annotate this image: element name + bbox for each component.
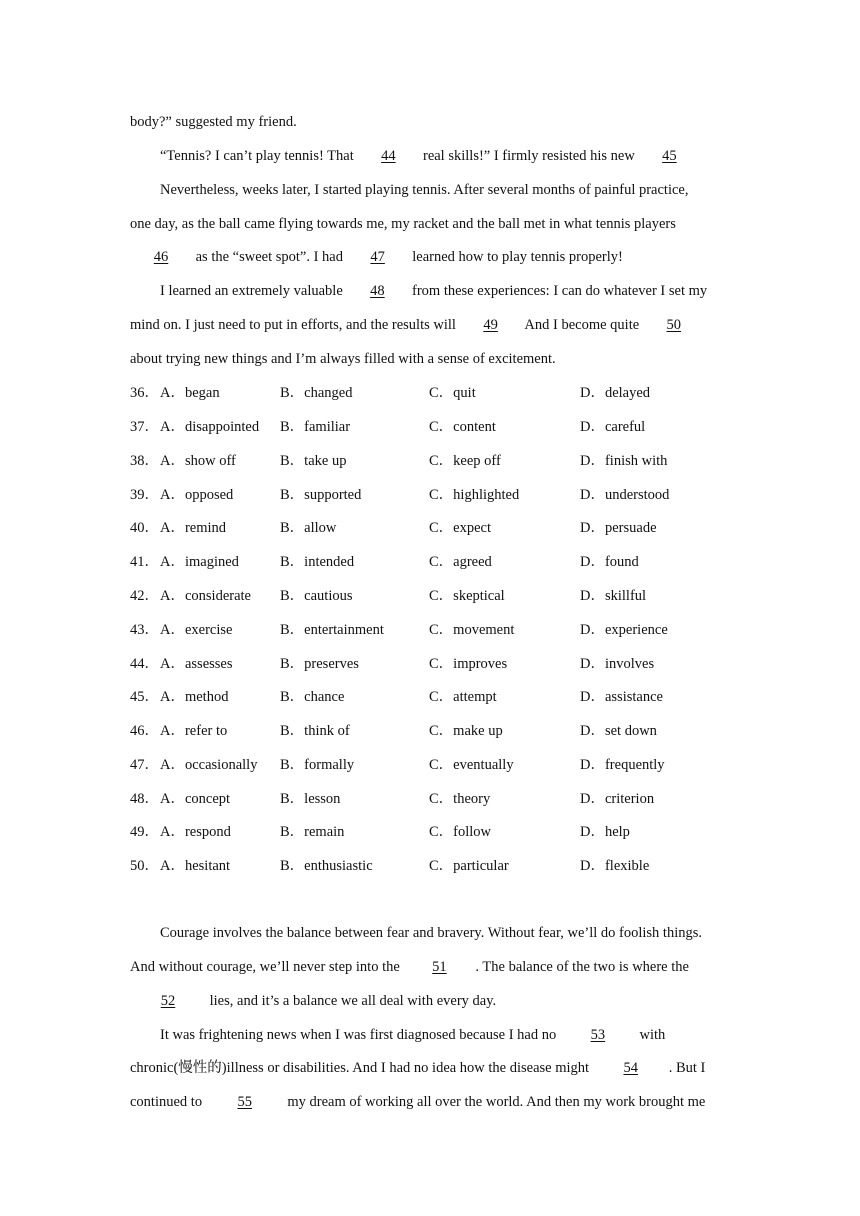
option-b[interactable]: B．preserves: [280, 656, 359, 672]
passage-text: “Tennis? I can’t play tennis! That: [160, 148, 358, 164]
passage-text: chronic(慢性的)illness or disabilities. And I had no idea how the disease might: [130, 1060, 593, 1076]
question-row: [130, 822, 730, 842]
passage-text: lies, and it’s a balance we all deal with every day.: [206, 993, 497, 1009]
option-b[interactable]: B．allow: [280, 520, 337, 536]
question-number: 40．: [130, 520, 159, 536]
option-a[interactable]: A．disappointed: [160, 419, 260, 435]
passage-text: And without courage, we’ll never step into the: [130, 959, 404, 975]
option-c[interactable]: C．agreed: [429, 554, 492, 570]
option-a[interactable]: A．method: [160, 689, 229, 705]
option-b[interactable]: B．formally: [280, 757, 355, 773]
passage1-line: [130, 214, 730, 234]
option-a[interactable]: A．remind: [160, 520, 227, 536]
question-row: [130, 485, 730, 505]
passage-text: one day, as the ball came flying towards me, my racket and the ball met in what tennis players: [130, 216, 676, 232]
passage1-line: [130, 349, 730, 369]
option-d[interactable]: D．understood: [580, 487, 670, 503]
option-d[interactable]: D．found: [580, 554, 639, 570]
blank-45[interactable]: 45: [662, 148, 677, 164]
passage-text: from these experiences: I can do whatever I set my: [408, 283, 708, 299]
passage2-line: [130, 1092, 730, 1112]
option-c[interactable]: C．skeptical: [429, 588, 505, 604]
option-a[interactable]: A．show off: [160, 453, 236, 469]
question-number: 46．: [130, 723, 159, 739]
blank-55[interactable]: 55: [237, 1094, 252, 1110]
passage-text: I learned an extremely valuable: [160, 283, 347, 299]
option-c[interactable]: C．particular: [429, 858, 509, 874]
option-a[interactable]: A．occasionally: [160, 757, 258, 773]
passage1-line: [160, 146, 730, 166]
option-d[interactable]: D．skillful: [580, 588, 647, 604]
option-d[interactable]: D．finish with: [580, 453, 668, 469]
question-number: 50．: [130, 858, 159, 874]
option-d[interactable]: D．assistance: [580, 689, 663, 705]
blank-51[interactable]: 51: [432, 959, 447, 975]
question-number: 38．: [130, 453, 159, 469]
passage-text: Nevertheless, weeks later, I started playing tennis. After several months of painful practice,: [160, 182, 689, 198]
passage2-line: [130, 957, 730, 977]
passage-text: learned how to play tennis properly!: [408, 249, 623, 265]
option-d[interactable]: D．careful: [580, 419, 646, 435]
question-number: 49．: [130, 824, 159, 840]
passage2-line: [130, 1058, 730, 1078]
option-a[interactable]: A．refer to: [160, 723, 228, 739]
question-row: [130, 654, 730, 674]
passage-text: . The balance of the two is where the: [475, 959, 689, 975]
option-c[interactable]: C．expect: [429, 520, 492, 536]
passage1-line: [160, 180, 730, 200]
option-a[interactable]: A．considerate: [160, 588, 251, 604]
question-number: 44．: [130, 656, 159, 672]
option-a[interactable]: A．hesitant: [160, 858, 231, 874]
option-d[interactable]: D．persuade: [580, 520, 657, 536]
option-b[interactable]: B．enthusiastic: [280, 858, 373, 874]
question-row: [130, 789, 730, 809]
passage-text: Courage involves the balance between fear and bravery. Without fear, we’ll do foolish things.: [160, 925, 703, 941]
question-row: [130, 451, 730, 471]
option-b[interactable]: B．familiar: [280, 419, 351, 435]
question-row: [130, 417, 730, 437]
passage-text: body?” suggested my friend.: [130, 114, 297, 130]
question-number: 43．: [130, 622, 159, 638]
blank-52[interactable]: 52: [160, 993, 176, 1009]
option-c[interactable]: C．movement: [429, 622, 515, 638]
option-b[interactable]: B．think of: [280, 723, 350, 739]
question-row: [130, 586, 730, 606]
question-number: 41．: [130, 554, 159, 570]
option-c[interactable]: C．theory: [429, 791, 491, 807]
option-d[interactable]: D．criterion: [580, 791, 655, 807]
option-c[interactable]: C．content: [429, 419, 496, 435]
passage1-line: [160, 281, 730, 301]
question-number: 36．: [130, 385, 159, 401]
passage-text: . But I: [668, 1060, 706, 1076]
passage-text: my dream of working all over the world. And then my work brought me: [283, 1094, 706, 1110]
question-number: 45．: [130, 689, 159, 705]
blank-49[interactable]: 49: [483, 317, 498, 333]
blank-54[interactable]: 54: [623, 1060, 638, 1076]
passage1-line: [130, 112, 730, 132]
question-row: [130, 721, 730, 741]
question-row: [130, 518, 730, 538]
passage1-line: [130, 247, 730, 267]
option-b[interactable]: B．cautious: [280, 588, 353, 604]
option-c[interactable]: C．highlighted: [429, 487, 520, 503]
option-b[interactable]: B．changed: [280, 385, 353, 401]
option-c[interactable]: C．make up: [429, 723, 503, 739]
option-c[interactable]: C．follow: [429, 824, 492, 840]
option-a[interactable]: A．imagined: [160, 554, 239, 570]
option-d[interactable]: D．flexible: [580, 858, 650, 874]
passage-text: with: [635, 1027, 666, 1043]
passage1-line: [130, 315, 730, 335]
option-c[interactable]: C．attempt: [429, 689, 497, 705]
question-number: 48．: [130, 791, 159, 807]
option-d[interactable]: D．involves: [580, 656, 655, 672]
option-d[interactable]: D．delayed: [580, 385, 651, 401]
question-row: [130, 687, 730, 707]
passage-text: real skills!” I firmly resisted his new: [419, 148, 639, 164]
option-a[interactable]: A．respond: [160, 824, 231, 840]
question-row: [130, 620, 730, 640]
question-row: [130, 856, 730, 876]
blank-44[interactable]: 44: [381, 148, 396, 164]
option-a[interactable]: A．assesses: [160, 656, 233, 672]
question-number: 37．: [130, 419, 159, 435]
option-d[interactable]: D．frequently: [580, 757, 665, 773]
option-b[interactable]: B．intended: [280, 554, 355, 570]
question-number: 42．: [130, 588, 159, 604]
option-c[interactable]: C．quit: [429, 385, 476, 401]
passage-text: about trying new things and I’m always filled with a sense of excitement.: [130, 351, 556, 367]
question-row: [130, 755, 730, 775]
question-row: [130, 383, 730, 403]
option-b[interactable]: B．lesson: [280, 791, 341, 807]
option-b[interactable]: B．chance: [280, 689, 345, 705]
option-a[interactable]: A．concept: [160, 791, 231, 807]
option-b[interactable]: B．supported: [280, 487, 362, 503]
passage-text: And I become quite: [521, 317, 643, 333]
option-c[interactable]: C．improves: [429, 656, 508, 672]
passage-text: mind on. I just need to put in efforts, and the results will: [130, 317, 460, 333]
blank-48[interactable]: 48: [370, 283, 385, 299]
blank-47[interactable]: 47: [370, 249, 385, 265]
passage-text: as the “sweet spot”. I had: [192, 249, 347, 265]
blank-50[interactable]: 50: [666, 317, 682, 333]
blank-53[interactable]: 53: [590, 1027, 606, 1043]
option-c[interactable]: C．eventually: [429, 757, 514, 773]
option-a[interactable]: A．exercise: [160, 622, 233, 638]
option-b[interactable]: B．entertainment: [280, 622, 384, 638]
passage-text: continued to: [130, 1094, 206, 1110]
option-b[interactable]: B．remain: [280, 824, 345, 840]
passage2-line: [160, 1025, 730, 1045]
blank-46[interactable]: 46: [153, 249, 169, 265]
question-number: 39．: [130, 487, 159, 503]
option-d[interactable]: D．set down: [580, 723, 657, 739]
passage2-line: [130, 991, 730, 1011]
option-b[interactable]: B．take up: [280, 453, 347, 469]
option-c[interactable]: C．keep off: [429, 453, 501, 469]
question-row: [130, 552, 730, 572]
option-a[interactable]: A．opposed: [160, 487, 234, 503]
question-number: 47．: [130, 757, 159, 773]
option-d[interactable]: D．experience: [580, 622, 668, 638]
option-d[interactable]: D．help: [580, 824, 630, 840]
option-a[interactable]: A．began: [160, 385, 220, 401]
passage2-line: [160, 923, 730, 943]
passage-text: It was frightening news when I was first diagnosed because I had no: [160, 1027, 560, 1043]
